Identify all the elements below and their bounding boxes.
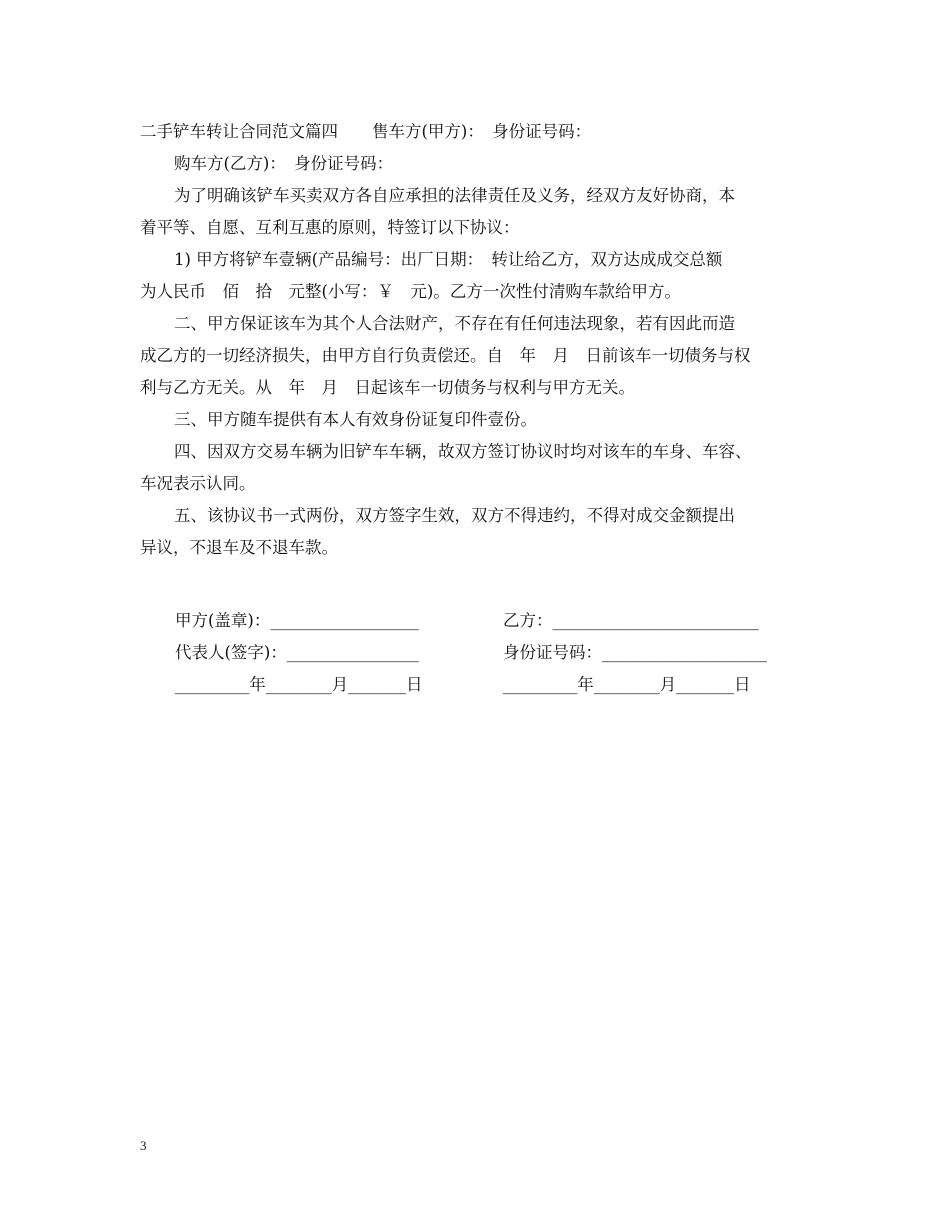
- signature-row: [175, 637, 767, 669]
- clause-1-line: 1) 甲方将铲车壹辆(产品编号：出厂日期： 转让给乙方，双方达成成交总额: [174, 250, 723, 269]
- representative-signature-field: 代表人(签字)：________________: [175, 643, 419, 662]
- party-a-seal-field: 甲方(盖章)：__________________: [175, 611, 419, 630]
- clause-4-line: 车况表示认同。: [140, 474, 256, 493]
- paragraph-line: 为了明确该铲车买卖双方各自应承担的法律责任及义务，经双方友好协商，本: [174, 186, 735, 205]
- contract-title-line: [140, 116, 812, 148]
- paragraph-line: 着平等、自愿、互利互惠的原则，特签订以下协议：: [140, 218, 520, 237]
- signature-row: [175, 669, 767, 701]
- clause-2-line: 成乙方的一切经济损失，由甲方自行负责偿还。自 年 月 日前该车一切债务与权: [140, 346, 751, 365]
- clause-3-line: 三、甲方随车提供有本人有效身份证复印件壹份。: [174, 410, 537, 429]
- clause-1-line: 为人民币 佰 拾 元整(小写：￥ 元)。乙方一次性付清购车款给甲方。: [140, 282, 681, 301]
- id-number-field: 身份证号码：____________________: [503, 643, 767, 662]
- clause-5-line: 异议，不退车及不退车款。: [140, 538, 338, 557]
- signature-row: [175, 605, 767, 637]
- seller-info: 售车方(甲方)： 身份证号码：: [372, 122, 592, 141]
- signature-block: [175, 605, 767, 701]
- buyer-info: 购车方(乙方)： 身份证号码：: [174, 154, 394, 173]
- clause-4-line: 四、因双方交易车辆为旧铲车车辆，故双方签订协议时均对该车的车身、车容、: [174, 442, 752, 461]
- contract-title: 二手铲车转让合同范文篇四: [140, 122, 338, 141]
- party-b-field: 乙方：_________________________: [503, 611, 759, 630]
- clause-2-line: 利与乙方无关。从 年 月 日起该车一切债务与权利与甲方无关。: [140, 378, 635, 397]
- contract-body: [140, 116, 812, 564]
- party-b-date-field: _________年________月_______日: [503, 675, 751, 694]
- page-number: 3: [140, 1138, 147, 1153]
- clause-5-line: 五、该协议书一式两份，双方签字生效，双方不得违约，不得对成交金额提出: [174, 506, 735, 525]
- clause-2-line: 二、甲方保证该车为其个人合法财产，不存在有任何违法现象，若有因此而造: [174, 314, 735, 333]
- party-a-date-field: _________年________月_______日: [175, 675, 423, 694]
